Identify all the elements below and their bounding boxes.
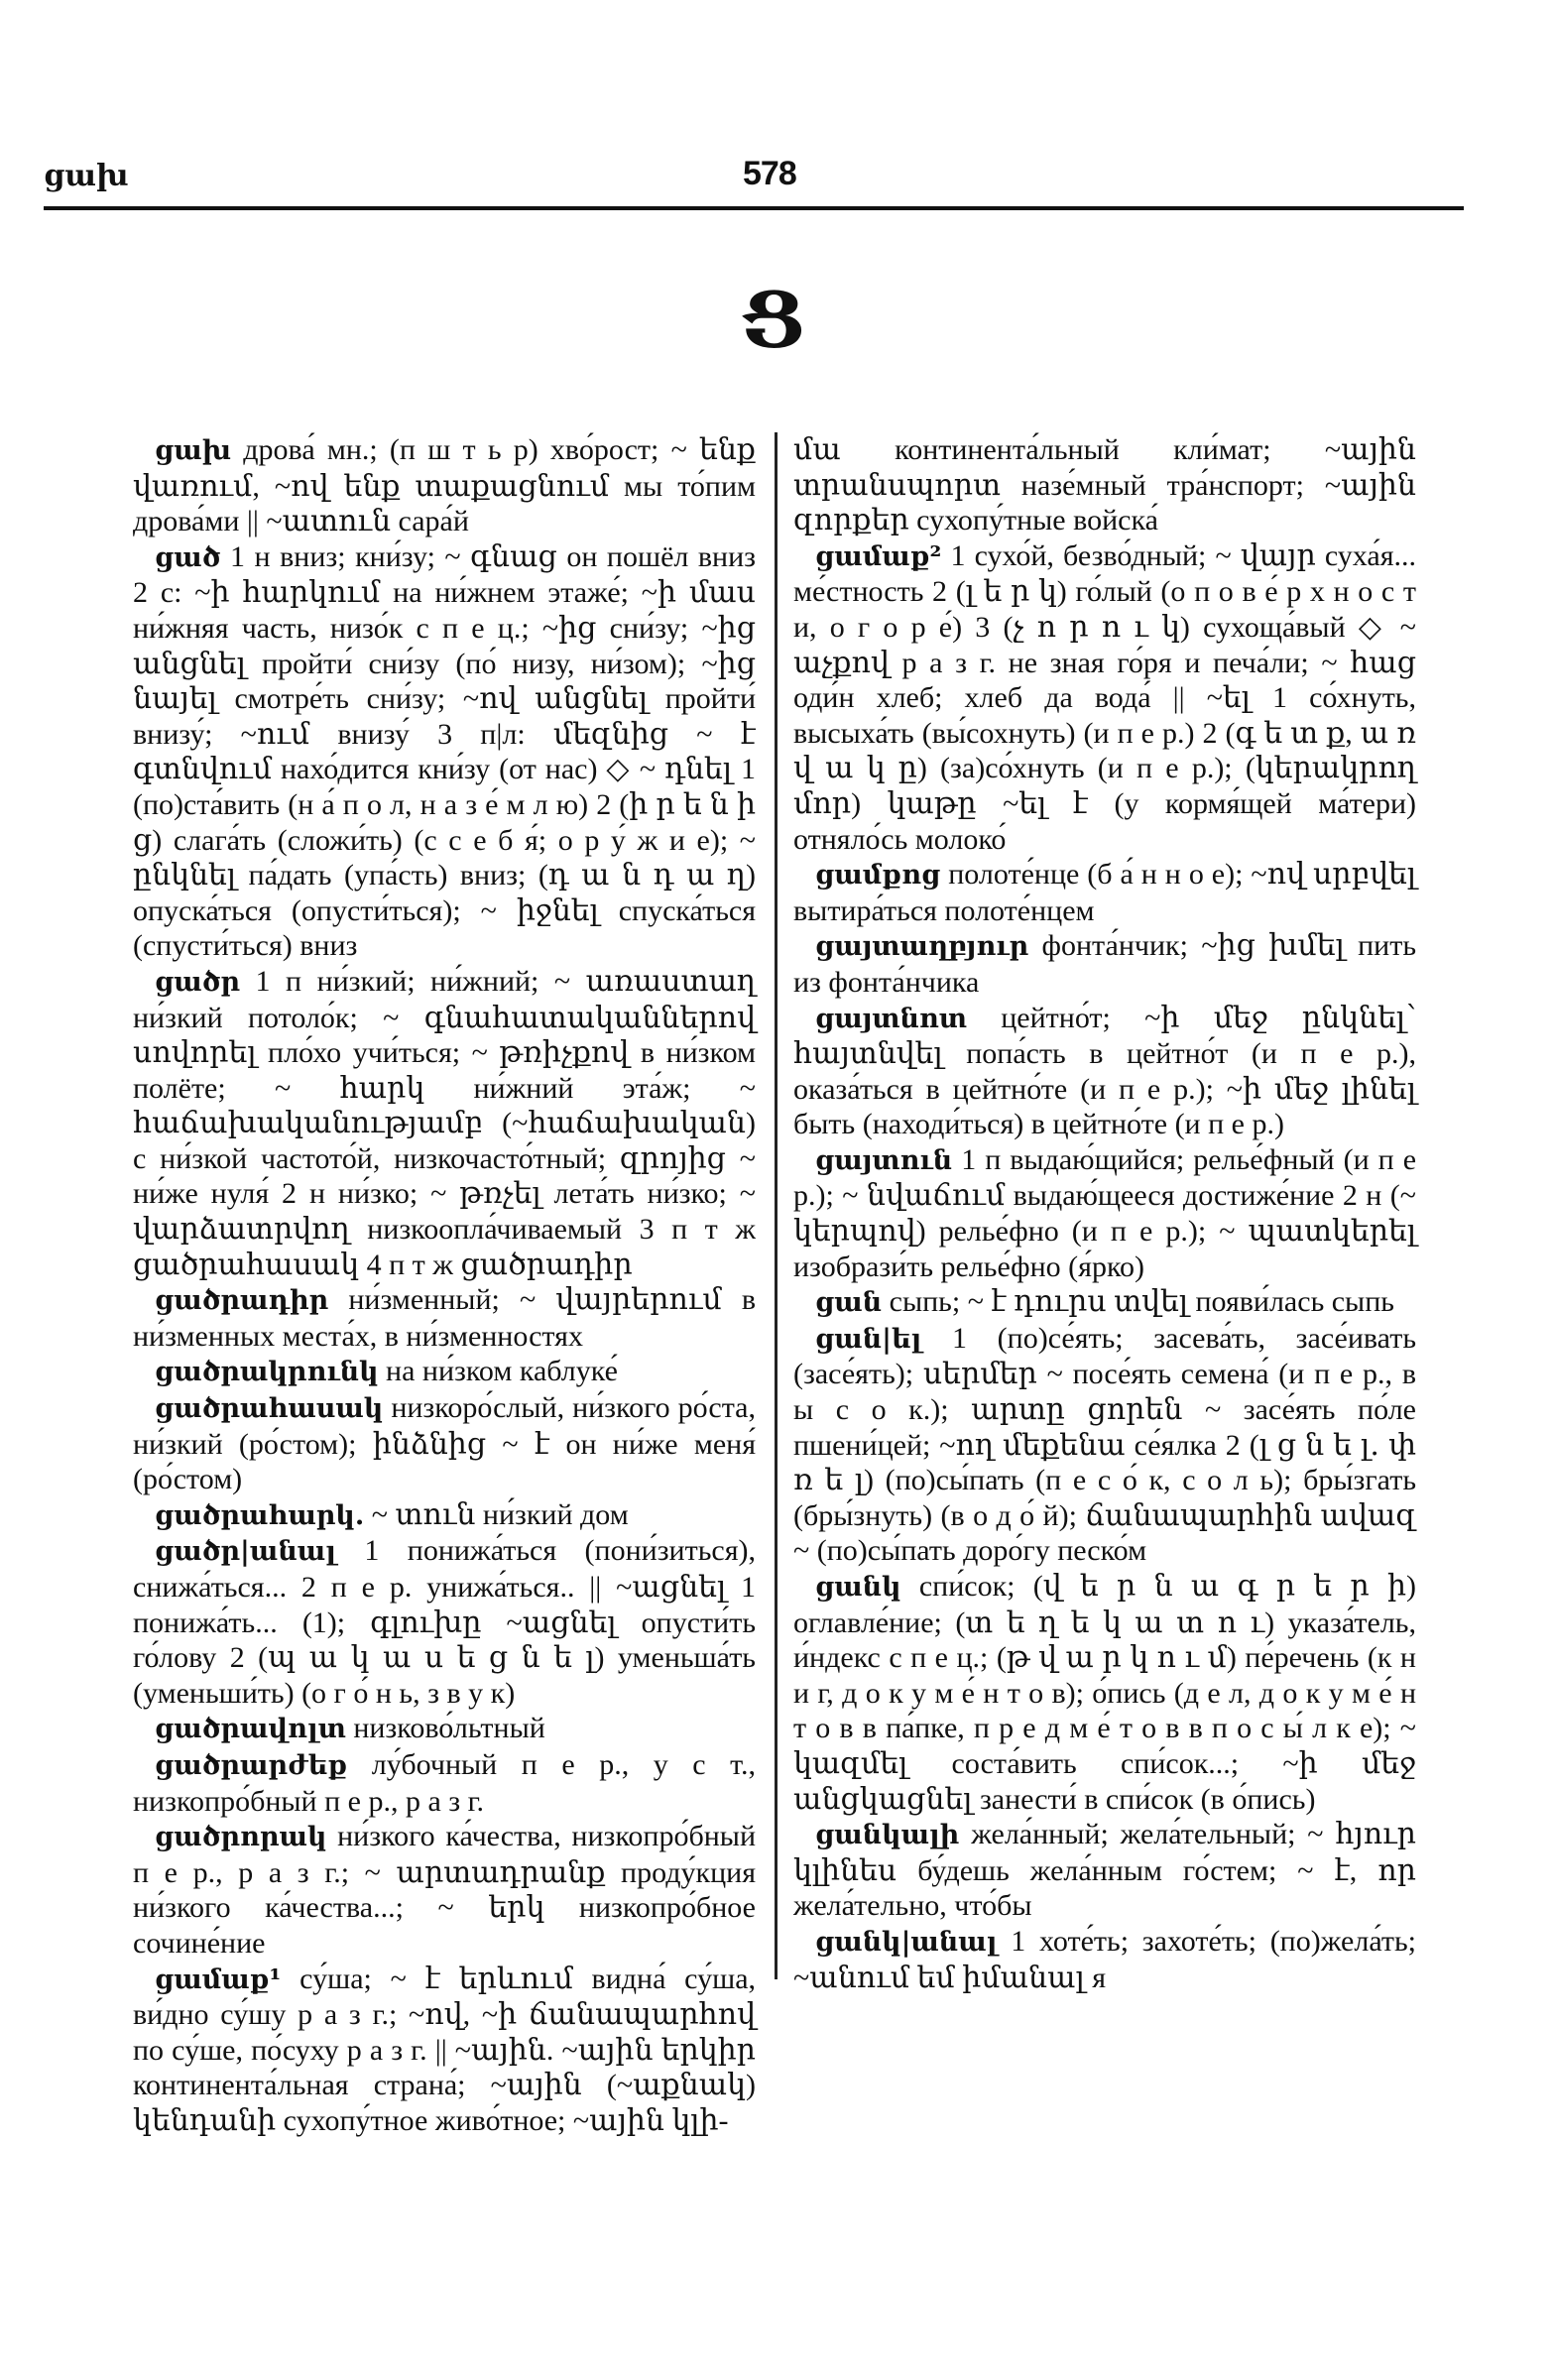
entry-headword: ցածրահասակ [155,1393,384,1425]
entry-definition: низкоро́слый, ни́зкого ро́ста, ни́зкий (ро́стом); ինձնից ~ է он ни́же меня́ (ро́стом) [133,1391,756,1496]
entry-definition: 1 н вниз; кни́зу; ~ գնաց он пошёл вниз 2 с: ~ի հարկում на ни́жнем этаже́; ~ի մաս ни́жняя часть, низо́к с п е ц.; ~ից сни́зу; ~ից անցնել пройти́ сни́зу (по́ низу, ни́зом); ~ից նայել смотре́ть сни́зу; ~ով անցնել пройти́ внизу́; ~ում внизу́ 3 п|л: մեզնից ~ է գտնվում нахо́дится кни́зу (от нас) ◇ ~ դնել 1 (по)ста́вить (н а́ п о л, н а з е́ м л ю) 2 (ի ր ե ն ի ց) слага́ть (сложи́ть) (с с е б я́; о р у́ ж и е); ~ ընկնել па́дать (упа́сть) вниз; (դ ա ն դ ա ղ) опуска́ться (опусти́ться); ~ իջնել спуска́ться (спусти́ться) вниз [133,539,756,963]
entry-headword: ցախ [155,435,232,466]
dictionary-entry [133,1962,756,2139]
dictionary-entry [133,1354,756,1390]
entry-definition: су́ша; ~ է երևում видна́ су́ша, ви́дно су́шу р а з г.; ~ով, ~ի ճանապարհով по су́ше, по́суху р а з г. || ~ային. ~ային երկիր континента́льная страна́; ~ային (~աքնակ) կենդանի сухопу́тное живо́тное; ~ային կլի- [133,1962,757,2137]
entry-headword: ցան|ել [815,1323,922,1355]
page-header [44,149,1462,208]
entry-headword: ցածր|անալ [155,1536,336,1568]
dictionary-entry [793,432,1416,538]
entry-headword: ցած [155,541,221,573]
dictionary-entry [133,432,756,539]
entry-headword: ցածրադիր [155,1285,329,1317]
entry-headword: ցայտնոտ [815,1003,967,1034]
dictionary-entry [133,964,756,1282]
header-rule [44,206,1464,210]
entry-headword: ցայտաղբյուր [815,931,1029,963]
entry-headword: ցածրորակ [155,1822,327,1853]
entry-headword: ցածրավոլտ [155,1714,346,1745]
running-head: ցախ [44,159,129,193]
dictionary-entry [133,1497,756,1534]
dictionary-entry [793,857,1416,928]
entry-definition: 1 хоте́ть; захоте́ть; (по)жела́ть; ~անում եմ իմանալ я [793,1924,1417,1994]
dictionary-entry [793,1001,1416,1142]
entry-definition: сыпь; ~ է դուրս տվել появи́лась сыпь [889,1285,1394,1319]
dictionary-entry [793,1817,1416,1924]
entry-headword: ցածրարժեք [155,1749,348,1781]
entry-headword: ցամաք¹ [155,1964,282,1995]
entry-definition: на ни́зком каблуке́ [386,1355,618,1388]
entry-definition: մա континента́льный кли́мат; ~ային տրանսպորտ назе́мный тра́нспорт; ~ային զորքեր сухопу́тные войска́ [793,433,1416,537]
entry-definition: 1 (по)се́ять; засева́ть, засе́ивать (засе́ять); սերմեր ~ посе́ять семена́ (и п е р., в ы с о к.); արտը ցորեն ~ засе́ять по́ле пшени́цей; ~ող մեքենա се́ялка 2 (լ ց ն ե լ․ փ ռ ե լ) (по)сы́пать (п е с о́ к, с о л ь); бры́згать (бры́знуть) (в о д о́ й); ճանապարհին ավազ ~ (по)сы́пать доро́гу песко́м [793,1321,1416,1568]
entry-definition: дрова́ мн.; (п ш т ь р) хво́рост; ~ ենք վառում, ~ով ենք տաքացնում мы то́пим дрова́ми || ~ատուն сара́й [133,433,756,538]
dictionary-entry [793,1284,1416,1321]
section-letter: Ց [741,276,806,366]
entry-headword: ցածր [155,966,241,998]
dictionary-entry [793,1569,1416,1817]
dictionary-entry [133,1282,756,1354]
entry-definition: 1 сухо́й, безво́дный; ~ վայր суха́я... ме́стность 2 (լ ե ր կ) го́лый (о п о в е́ р х н о с т и, о г о р е́) 3 (չ ո ր ո ւ կ) сухоща́вый ◇ ~ աչքով р а з г. не зная го́ря и печа́ли; ~ հաց оди́н хлеб; хлеб да вода́ || ~ել 1 со́хнуть, высыха́ть (вы́сохнуть) (и п е р.) 2 (գ ե տ ք, ա ռ վ ա կ ը) (за)со́хнуть (и п е р.); (կերակրող մոր) կաթը ~ել է (у кормя́щей ма́тери) отняло́сь молоко́ [793,538,1417,856]
entry-definition: 1 п ни́зкий; ни́жний; ~ առաստաղ ни́зкий потоло́к; ~ գնահատականներով սովորել пло́хо учи́ться; ~ թռիչքով в ни́зком полёте; ~ հարկ ни́жний эта́ж; ~ հաճախականությամբ (~հաճախական) с ни́зкой частото́й, низкочасто́тный; զրոյից ~ ни́же нуля́ 2 н ни́зко; ~ թռչել лета́ть ни́зко; ~ վարձատրվող низкоопла́чиваемый 3 п т ж ցածրահասակ 4 п т ж ցածրադիր [133,964,756,1281]
dictionary-entry [133,1711,756,1747]
dictionary-entry [793,1142,1416,1284]
dictionary-entry [793,538,1416,857]
dictionary-entry [793,1924,1416,1995]
entry-headword: ցածրակրունկ [155,1357,379,1388]
entry-headword: ցածրահարկ. [155,1499,365,1531]
dictionary-entry [793,1321,1416,1569]
dictionary-entry [133,1390,756,1497]
entry-definition: лу́бочный п е р., у с т., низкопро́бный п е р., р а з г. [133,1747,756,1818]
entry-definition: спи́сок; (վ ե ր ն ա գ ր ե ր ի) оглавле́ние; (տ ե ղ ե կ ա տ ո ւ) указа́тель, и́ндекс с п е ц.; (թ վ ա ր կ ո ւ մ) пе́речень (к н и г, д о к у м е́ н т о в); о́пись (д е л, д о к у м е́ н т о в в па́пке, п р е д м е́ т о в в п о с ы́ л к е); ~ կազմել соста́вить спи́сок...; ~ի մեջ անցկացնել занести́ в спи́сок (в о́пись) [793,1570,1417,1816]
column-divider [775,432,778,1979]
entry-definition: цейтно́т; ~ի մեջ ընկնել՝ հայտնվել попа́сть в цейтно́т (и п е р.), оказа́ться в цейтно́те (и п е р.); ~ի մեջ լինել быть (находи́ться) в цейтно́те (и п е р.) [793,1001,1416,1141]
entry-definition: 1 п выдаю́щийся; релье́фный (и п е р.); ~ նվաճում выдаю́щееся достиже́ние 2 н (~ կերպով) релье́фно (и п е р.); ~ պատկերել изобрази́ть релье́фно (я́рко) [793,1142,1417,1283]
entry-definition: 1 понижа́ться (пони́зиться), снижа́ться... 2 п е р. унижа́ться.. || ~ացնել 1 понижа́ть... (1); գլուխը ~ացնել опусти́ть го́лову 2 (պ ա կ ա ս ե ց ն ե լ) уменьша́ть (уменьши́ть) (о г о́ н ь, з в у к) [133,1534,756,1710]
entry-headword: ցան [815,1287,883,1319]
dictionary-entry [133,1747,756,1819]
right-column [793,432,1416,1995]
dictionary-entry [133,1819,756,1961]
entry-definition: жела́нный; жела́тельный; ~ հյուր կլինես бу́дешь жела́нным го́стем; ~ է, որ жела́тельно, что́бы [793,1818,1416,1923]
entry-headword: ցամքոց [815,860,941,892]
left-column [133,432,756,2139]
entry-definition: ни́зменный; ~ վայրերում в ни́зменных места́х, в ни́зменностях [133,1283,756,1353]
page-number: 578 [743,155,796,192]
entry-headword: ցանկալի [815,1820,960,1851]
entry-definition: низково́льтный [353,1712,545,1745]
dictionary-entry [793,928,1416,1000]
dictionary-entry [133,539,756,964]
entry-definition: ~ տուն ни́зкий дом [371,1497,629,1531]
entry-headword: ցամաք² [815,540,942,572]
dictionary-entry [133,1533,756,1711]
entry-definition: полоте́нце (б а́ н н о е); ~ով սրբվել вытира́ться полоте́нцем [793,858,1417,927]
entry-headword: ցանկ [815,1572,901,1603]
entry-headword: ցայտուն [815,1144,953,1176]
entry-headword: ցանկ|անալ [815,1926,998,1958]
entry-definition: ни́зкого ка́чества, низкопро́бный п е р., р а з г.; ~ արտադրանք проду́кция ни́зкого ка́чества...; ~ երկ низкопро́бное сочине́ние [133,1820,757,1960]
entry-definition: фонта́нчик; ~ից խմել пить из фонта́нчика [793,929,1417,999]
